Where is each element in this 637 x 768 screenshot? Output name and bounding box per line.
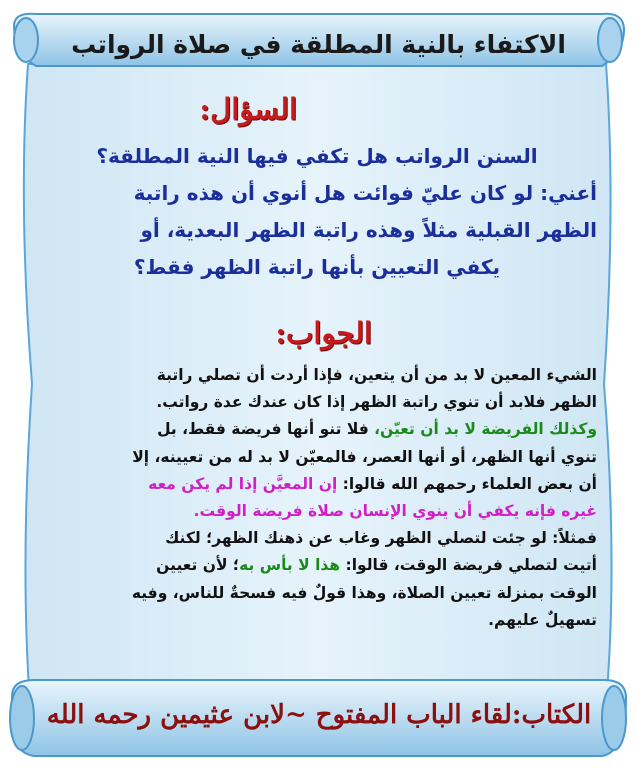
answer-line: الشيء المعين لا بد من أن يتعين، فإذا أردت أن تصلي راتبة bbox=[156, 366, 597, 384]
answer-text bbox=[37, 362, 597, 634]
highlight-magenta: غيره فإنه يكفي أن ينوي الإنسان صلاة فريضة الوقت. bbox=[193, 502, 597, 521]
book-source-footer: الكتاب:لقاء الباب المفتوح ~لابن عثيمين رحمه الله bbox=[46, 700, 592, 730]
answer-line: تسهيلٌ عليهم. bbox=[488, 610, 597, 629]
question-line: أعني: لو كان عليّ فوائت هل أنوي أن هذه راتبة bbox=[133, 181, 597, 205]
answer-line bbox=[37, 471, 597, 498]
answer-line bbox=[37, 552, 597, 579]
answer-line: فمثلاً: لو جئت لتصلي الظهر وغاب عن ذهنك الظهر؛ لكنك bbox=[165, 529, 597, 548]
answer-line: الوقت بمنزلة تعيين الصلاة، وهذا قولٌ فيه فسحةٌ للناس، وفيه bbox=[131, 583, 597, 602]
question-line: السنن الرواتب هل تكفي فيها النية المطلقة؟ bbox=[96, 144, 538, 168]
answer-segment: أن بعض العلماء رحمهم الله قالوا: bbox=[337, 474, 597, 493]
page-title: الاكتفاء بالنية المطلقة في صلاة الرواتب bbox=[71, 30, 566, 59]
question-text bbox=[37, 138, 597, 286]
highlight-magenta: إن المعيَّن إذا لم يكن معه bbox=[148, 474, 338, 493]
highlight-green: هذا لا بأس به bbox=[239, 556, 341, 575]
answer-line: تنوي أنها الظهر، أو أنها العصر، فالمعيّن لا بد له من تعيينه، إلا bbox=[132, 447, 597, 466]
answer-segment: فلا تنو أنها فريضة فقط، بل bbox=[157, 420, 375, 439]
answer-line: الظهر فلابد أن تنوي راتبة الظهر إذا كان عندك عدة رواتب. bbox=[156, 393, 597, 412]
answer-line bbox=[37, 416, 597, 443]
question-line: يكفي التعيين بأنها راتبة الظهر فقط؟ bbox=[133, 255, 501, 279]
answer-heading: الجواب: bbox=[275, 316, 372, 350]
question-heading: السؤال: bbox=[199, 92, 297, 126]
answer-segment: ؛ لأن تعيين bbox=[156, 556, 240, 575]
question-line: الظهر القبلية مثلاً وهذه راتبة الظهر البعدية، أو bbox=[140, 218, 597, 242]
answer-segment: أتيت لتصلي فريضة الوقت، قالوا: bbox=[340, 556, 597, 575]
highlight-green: وكذلك الفريضة لا بد أن تعيّن، bbox=[374, 420, 597, 439]
